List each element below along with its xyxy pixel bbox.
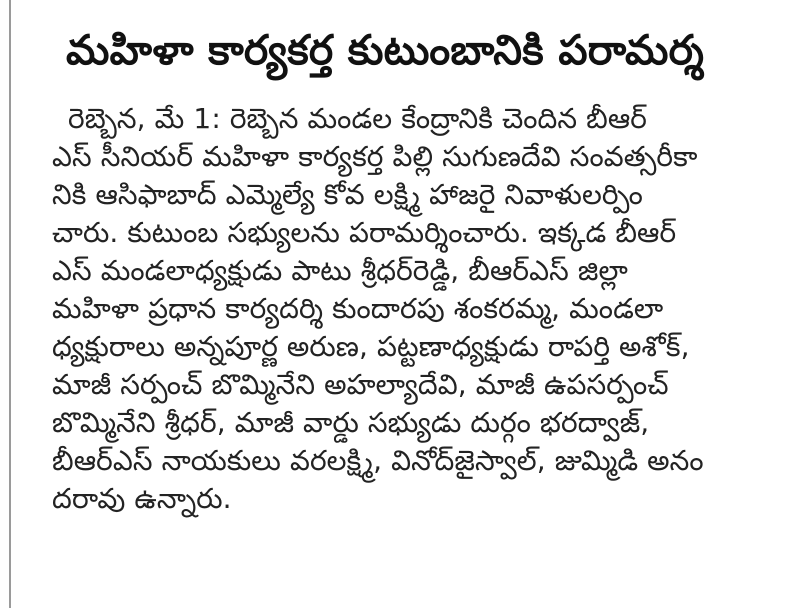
article-body-line: చారు. కుటుంబ సభ్యులను పరామర్శించారు. ఇక్కడ బీఆర్	[52, 216, 677, 249]
article-body-line: మహిళా ప్రధాన కార్యదర్శి కుందారపు శంకరమ్మ, మండలా	[52, 292, 664, 325]
article-body-line: నికి ఆసిఫాబాద్ ఎమ్మెల్యే కోవ లక్ష్మి హాజరై నివాళులర్పిం	[52, 178, 643, 211]
article-body-line: ఎస్ మండలాధ్యక్షుడు పాటు శ్రీధర్‌రెడ్డి, బీఆర్‌ఎస్ జిల్లా	[52, 254, 628, 287]
news-article-clipping	[22, 12, 782, 602]
article-body-line: బీఆర్‌ఎస్ నాయకులు వరలక్ష్మి, వినోద్‌జైస్వాల్, జుమ్మిడి అనం	[52, 444, 704, 477]
article-body	[52, 100, 752, 518]
clipping-bottom-edge	[307, 597, 587, 602]
article-headline: మహిళా కార్యకర్త కుటుంబానికి పరామర్శ	[66, 26, 705, 74]
article-body-line: రెబ్బెన, మే 1: రెబ్బెన మండల కేంద్రానికి చెందిన బీఆర్	[68, 102, 647, 135]
column-divider-line	[9, 0, 11, 608]
article-body-line: దరావు ఉన్నారు.	[52, 482, 232, 515]
article-body-line: బొమ్మినేని శ్రీధర్, మాజీ వార్డు సభ్యుడు దుర్గం భరద్వాజ్,	[52, 406, 650, 439]
article-body-line: ఎస్ సీనియర్ మహిళా కార్యకర్త పిల్లి సుగుణదేవి సంవత్సరీకా	[52, 140, 698, 173]
article-body-line: ధ్యక్షురాలు అన్నపూర్ణ అరుణ, పట్టణాధ్యక్షుడు రాపర్తి అశోక్,	[52, 330, 690, 363]
article-body-line: మాజీ సర్పంచ్ బొమ్మినేని అహల్యాదేవి, మాజీ ఉపసర్పంచ్	[52, 368, 669, 401]
